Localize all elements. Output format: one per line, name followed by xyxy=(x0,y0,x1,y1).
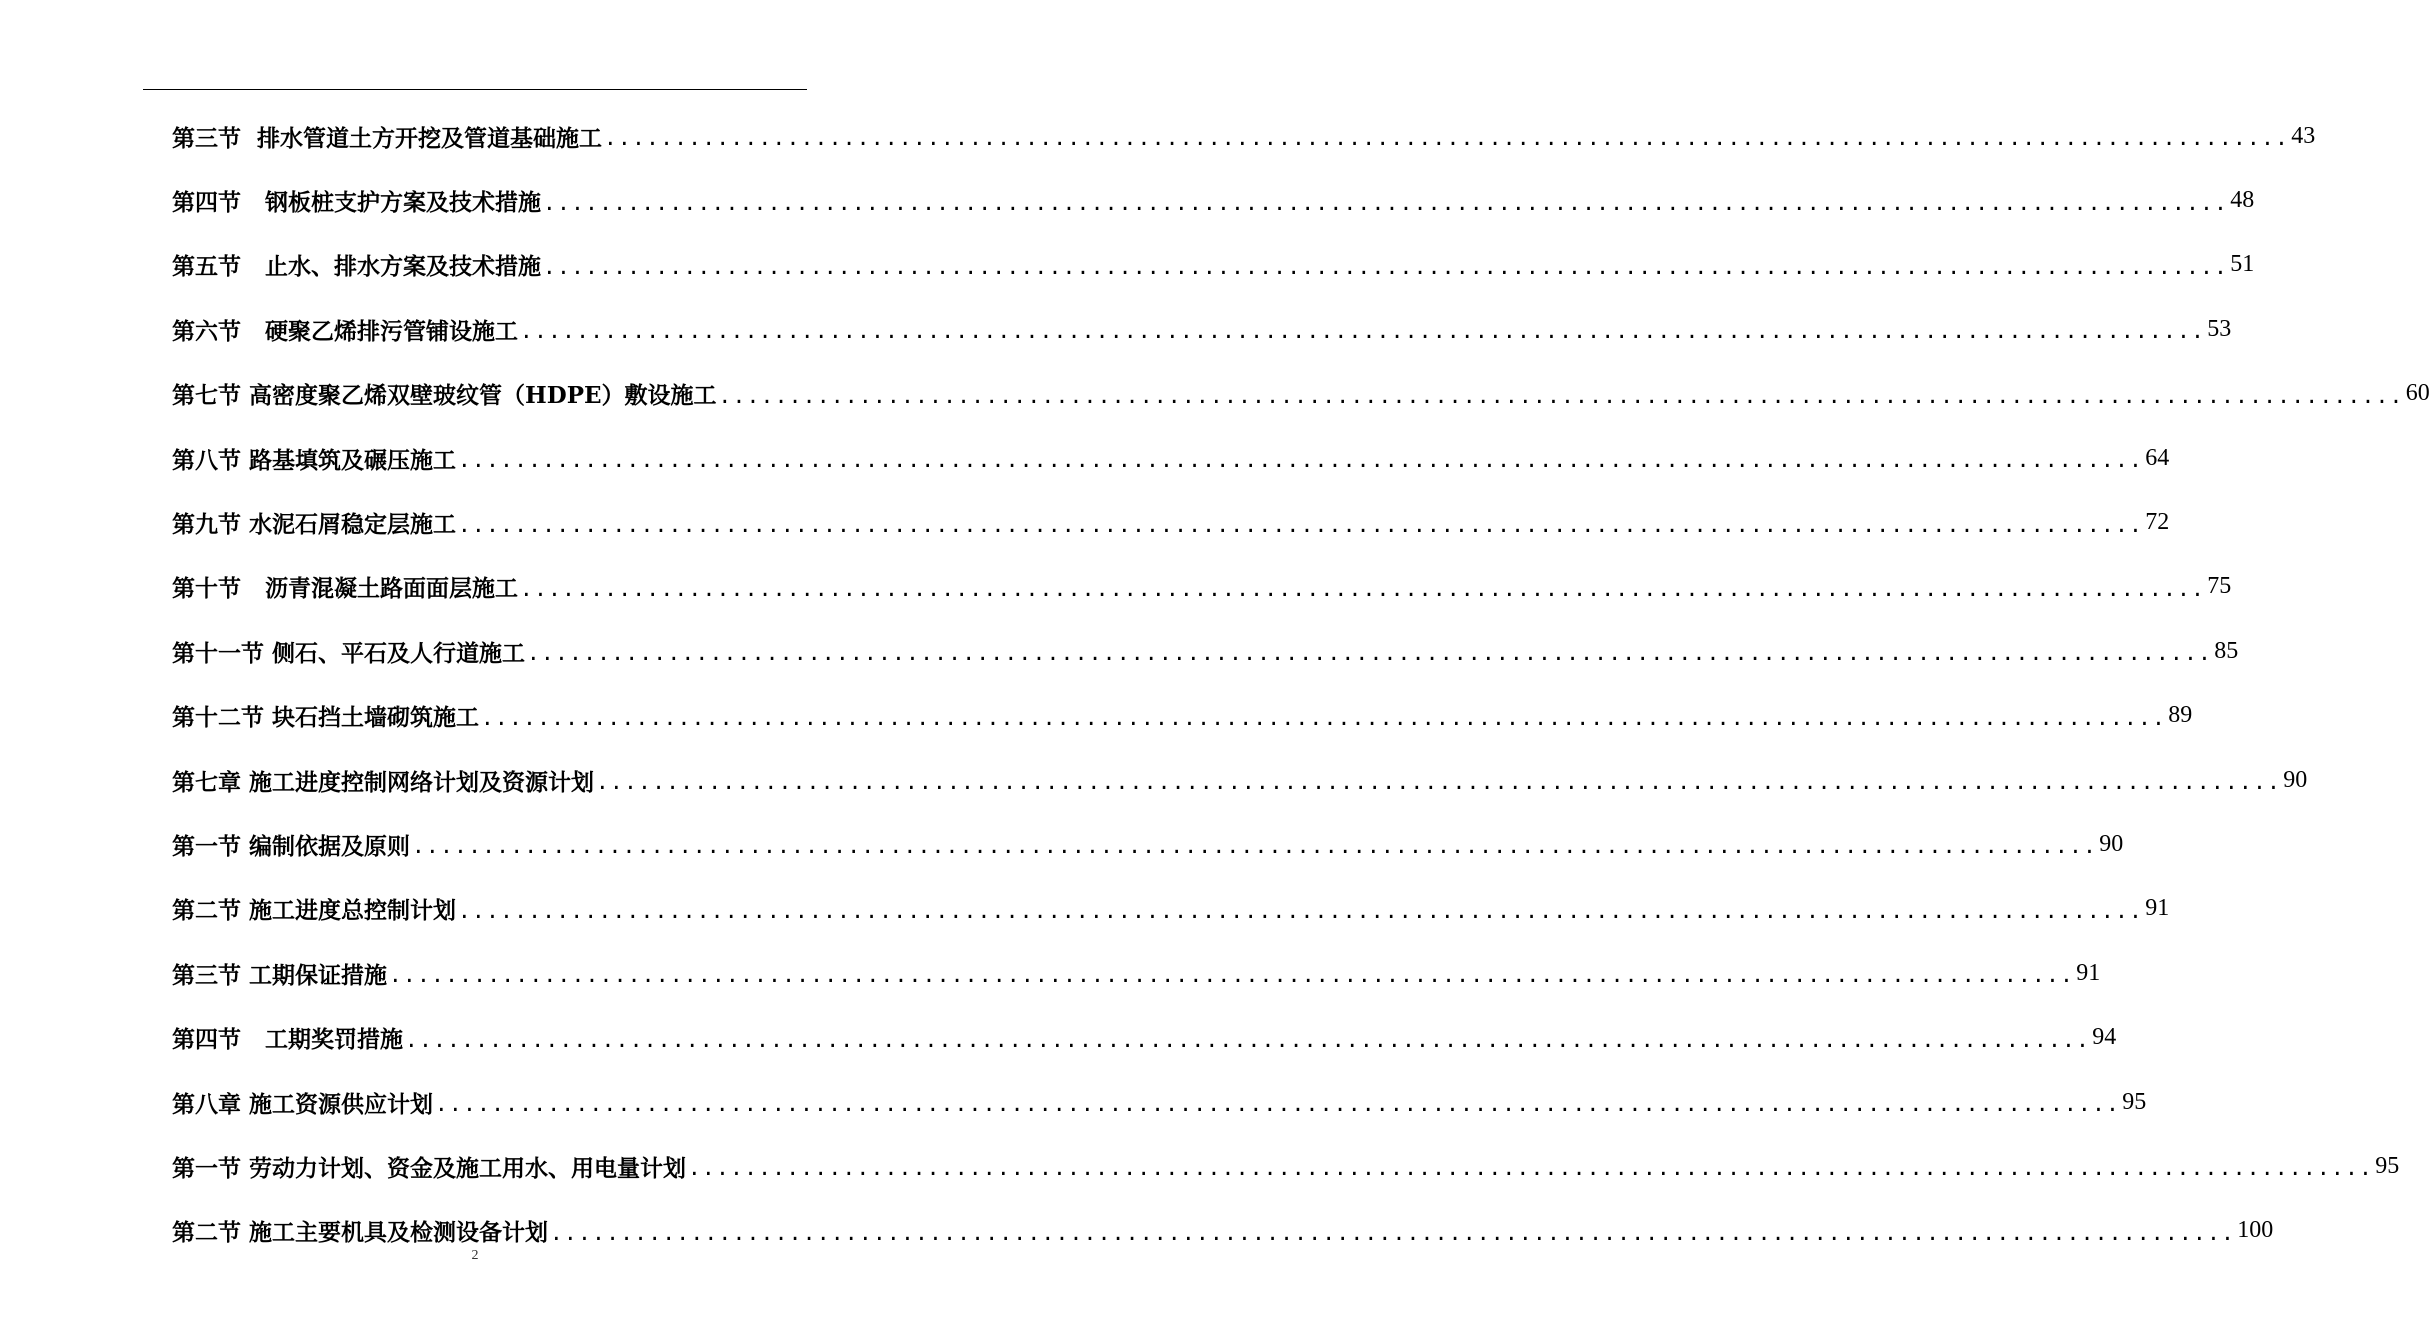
toc-entry-gap xyxy=(241,509,249,536)
toc-entry[interactable] xyxy=(172,619,2239,683)
toc-entry-label: 第二节 xyxy=(172,897,241,925)
toc-dot-leader: ........................................................................................................................ xyxy=(543,190,2229,215)
toc-entry-title: 硬聚乙烯排污管铺设施工 xyxy=(265,317,519,345)
toc-entry-page: 100 xyxy=(2237,1217,2274,1244)
toc-entry-label: 第四节 xyxy=(172,1026,241,1054)
toc-dot-leader: ........................................................................................................................ xyxy=(688,1156,2374,1181)
toc-entry-gap xyxy=(241,573,265,600)
toc-dot-leader: ........................................................................................................................ xyxy=(458,512,2144,537)
toc-entry-title: 劳动力计划、资金及施工用水、用电量计划 xyxy=(249,1154,687,1182)
toc-entry[interactable] xyxy=(172,941,2101,1005)
toc-entry-label: 第一节 xyxy=(172,1154,241,1182)
toc-entry-page: 72 xyxy=(2145,509,2170,536)
toc-entry-page: 85 xyxy=(2214,637,2239,664)
toc-entry[interactable] xyxy=(172,1005,2117,1069)
toc-entry-title: 施工资源供应计划 xyxy=(249,1090,434,1118)
toc-entry[interactable] xyxy=(172,877,2170,941)
toc-entry-title: 工期保证措施 xyxy=(249,961,388,989)
table-of-contents xyxy=(172,104,2430,1263)
toc-entry[interactable] xyxy=(172,490,2170,554)
toc-entry-title: 路基填筑及碾压施工 xyxy=(249,446,457,474)
toc-entry-title: 编制依据及原则 xyxy=(249,832,411,860)
toc-entry-title: 块石挡土墙砌筑施工 xyxy=(272,704,480,732)
toc-entry-page: 90 xyxy=(2099,830,2124,857)
toc-entry-page: 91 xyxy=(2076,959,2101,986)
toc-entry-page: 91 xyxy=(2145,895,2170,922)
toc-entry-page: 60 xyxy=(2405,380,2430,407)
toc-entry-page: 48 xyxy=(2230,187,2255,214)
toc-dot-leader: ........................................................................................................................ xyxy=(520,576,2206,601)
toc-entry[interactable] xyxy=(172,748,2308,812)
toc-entry[interactable] xyxy=(172,812,2124,876)
toc-entry-label: 第九节 xyxy=(172,511,241,539)
toc-entry-gap xyxy=(264,702,272,729)
toc-entry-label: 第六节 xyxy=(172,317,241,345)
toc-entry-gap xyxy=(241,1024,265,1051)
toc-entry[interactable] xyxy=(172,233,2255,297)
toc-entry-gap xyxy=(241,380,249,407)
toc-entry[interactable] xyxy=(172,426,2170,490)
toc-entry-title: 高密度聚乙烯双壁玻纹管（HDPE）敷设施工 xyxy=(249,382,717,410)
toc-entry-label: 第五节 xyxy=(172,253,241,281)
toc-entry-page: 94 xyxy=(2092,1024,2117,1051)
toc-entry-title: 施工主要机具及检测设备计划 xyxy=(249,1219,549,1247)
toc-entry-gap xyxy=(241,895,249,922)
toc-entry-gap xyxy=(241,831,249,858)
toc-entry-label: 第七节 xyxy=(172,382,241,410)
toc-entry-page: 90 xyxy=(2283,766,2308,793)
toc-dot-leader: ........................................................................................................................ xyxy=(520,319,2206,344)
toc-entry-title: 钢板桩支护方案及技术措施 xyxy=(265,189,542,217)
toc-entry-gap xyxy=(241,767,249,794)
toc-dot-leader: ........................................................................................................................ xyxy=(458,448,2144,473)
toc-entry-label: 第三节 xyxy=(172,961,241,989)
toc-entry-page: 75 xyxy=(2207,573,2232,600)
toc-entry[interactable] xyxy=(172,1134,2400,1198)
toc-entry-gap xyxy=(241,251,265,278)
toc-entry-gap xyxy=(241,1089,249,1116)
toc-entry-title: 工期奖罚措施 xyxy=(265,1026,404,1054)
toc-dot-leader: ........................................................................................................................ xyxy=(543,254,2229,279)
toc-entry-label: 第二节 xyxy=(172,1219,241,1247)
toc-dot-leader: ........................................................................................................................ xyxy=(435,1092,2121,1117)
page-number: 2 xyxy=(471,1248,479,1263)
toc-entry-label: 第十二节 xyxy=(172,704,264,732)
toc-entry-gap xyxy=(241,187,265,214)
toc-dot-leader: ........................................................................................................................ xyxy=(405,1027,2091,1052)
toc-entry-title: 水泥石屑稳定层施工 xyxy=(249,511,457,539)
toc-entry-label: 第十一节 xyxy=(172,639,264,667)
toc-entry[interactable] xyxy=(172,362,2430,426)
toc-entry-label: 第十节 xyxy=(172,575,241,603)
toc-entry-page: 95 xyxy=(2375,1152,2400,1179)
toc-entry-page: 95 xyxy=(2122,1088,2147,1115)
toc-dot-leader: ........................................................................................................................ xyxy=(389,963,2075,988)
toc-entry-title: 排水管道土方开挖及管道基础施工 xyxy=(257,124,603,152)
toc-entry-gap xyxy=(241,445,249,472)
header-rule xyxy=(143,89,807,90)
toc-entry-page: 43 xyxy=(2291,122,2316,149)
toc-entry-label: 第八章 xyxy=(172,1090,241,1118)
toc-dot-leader: ........................................................................................................................ xyxy=(481,705,2167,730)
toc-entry-gap xyxy=(241,316,265,343)
toc-dot-leader: ........................................................................................................................ xyxy=(718,383,2404,408)
toc-entry-page: 53 xyxy=(2207,315,2232,342)
toc-entry-title: 施工进度总控制计划 xyxy=(249,897,457,925)
toc-entry-label: 第七章 xyxy=(172,768,241,796)
toc-dot-leader: ........................................................................................................................ xyxy=(604,126,2290,151)
toc-entry-label: 第三节 xyxy=(172,124,241,152)
toc-dot-leader: ........................................................................................................................ xyxy=(527,641,2213,666)
toc-entry-label: 第四节 xyxy=(172,189,241,217)
toc-entry[interactable] xyxy=(172,168,2255,232)
toc-entry-title: 施工进度控制网络计划及资源计划 xyxy=(249,768,595,796)
toc-entry[interactable] xyxy=(172,555,2232,619)
toc-entry-title: 侧石、平石及人行道施工 xyxy=(272,639,526,667)
toc-entry-title: 沥青混凝土路面面层施工 xyxy=(265,575,519,603)
toc-entry-page: 64 xyxy=(2145,444,2170,471)
toc-entry-gap xyxy=(241,960,249,987)
toc-entry-gap xyxy=(241,1217,249,1244)
toc-dot-leader: ........................................................................................................................ xyxy=(412,834,2098,859)
toc-entry[interactable] xyxy=(172,104,2316,168)
toc-entry-gap xyxy=(241,123,257,150)
toc-entry-label: 第一节 xyxy=(172,832,241,860)
toc-entry[interactable] xyxy=(172,1070,2147,1134)
toc-entry[interactable] xyxy=(172,297,2232,361)
toc-dot-leader: ........................................................................................................................ xyxy=(550,1220,2236,1245)
toc-dot-leader: ........................................................................................................................ xyxy=(596,770,2282,795)
toc-entry-gap xyxy=(241,1153,249,1180)
toc-entry[interactable] xyxy=(172,684,2193,748)
toc-entry-page: 89 xyxy=(2168,702,2193,729)
toc-entry-gap xyxy=(264,638,272,665)
toc-dot-leader: ........................................................................................................................ xyxy=(458,898,2144,923)
toc-entry-page: 51 xyxy=(2230,251,2255,278)
toc-entry-title: 止水、排水方案及技术措施 xyxy=(265,253,542,281)
toc-entry-label: 第八节 xyxy=(172,446,241,474)
